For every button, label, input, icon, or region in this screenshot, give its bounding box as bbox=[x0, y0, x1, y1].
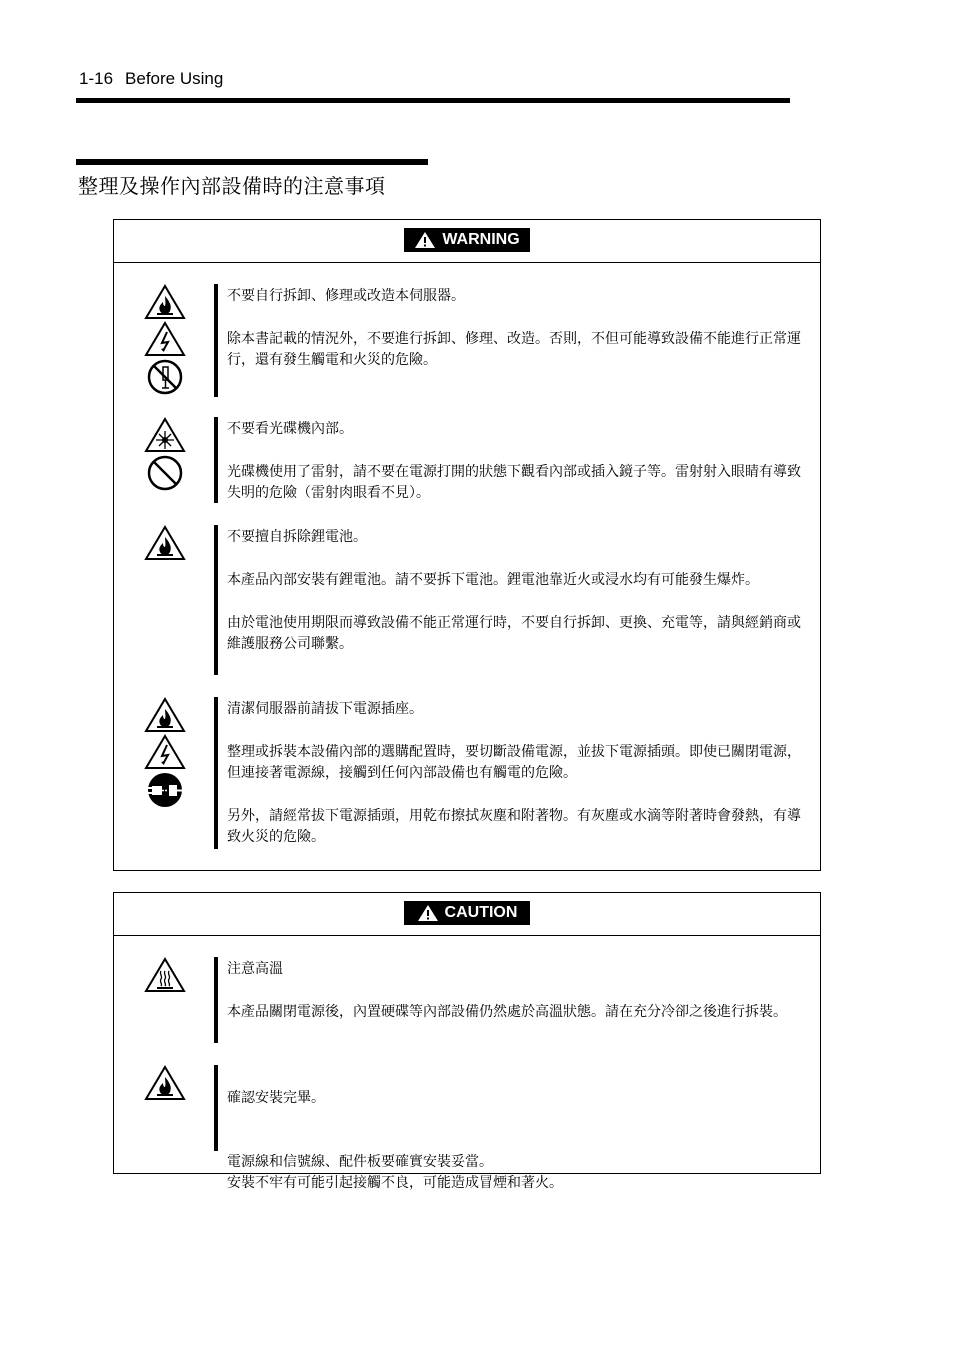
warning-triangle-icon bbox=[414, 231, 436, 249]
hot-surface-icon bbox=[144, 957, 186, 993]
warning-item-4-body-1: 整理或拆裝本設備內部的選購配置時，要切斷設備電源，並拔下電源插頭。即使已關閉電源，但連接著電源線，接觸到任何內部設備也有觸電的危險。 bbox=[227, 744, 801, 781]
chapter-title: Before Using bbox=[125, 69, 224, 88]
warning-label bbox=[404, 228, 530, 252]
warning-item-1-body: 除本書記載的情況外，不要進行拆卸、修理、改造。否則，不但可能導致設備不能進行正常運行，還有發生觸電和火災的危險。 bbox=[227, 331, 801, 368]
warning-item-4-body-2: 另外，請經常拔下電源插頭，用乾布擦拭灰塵和附著物。有灰塵或水滴等附著時會發熱，有導致火災的危險。 bbox=[227, 808, 801, 845]
warning-box bbox=[113, 219, 821, 871]
caution-item-2-body: 電源線和信號線、配件板要確實安裝妥當。 安裝不牢有可能引起接觸不良，可能造成冒煙和著火。 bbox=[227, 1154, 563, 1191]
laser-hazard-icon bbox=[144, 417, 186, 453]
caution-triangle-icon bbox=[417, 904, 439, 922]
prohibited-icon bbox=[144, 454, 186, 492]
caution-label bbox=[404, 901, 530, 925]
unplug-icon bbox=[144, 771, 186, 809]
caution-item-1-heading: 注意高溫 bbox=[227, 961, 283, 977]
caution-item-1-body: 本產品關閉電源後，內置硬碟等內部設備仍然處於高溫狀態。請在充分冷卻之後進行拆裝。 bbox=[227, 1004, 787, 1020]
warning-item-3-body-1: 本產品內部安裝有鋰電池。請不要拆下電池。鋰電池靠近火或浸水均有可能發生爆炸。 bbox=[227, 572, 759, 588]
section-title: 整理及操作內部設備時的注意事項 bbox=[78, 174, 386, 198]
warning-item-3-body-2: 由於電池使用期限而導致設備不能正常運行時，不要自行拆卸、更換、充電等，請與經銷商或維護服務公司聯繫。 bbox=[227, 615, 801, 652]
warning-item-3-heading: 不要擅自拆除鋰電池。 bbox=[227, 529, 367, 545]
electric-shock-icon bbox=[144, 321, 186, 357]
fire-hazard-icon bbox=[144, 697, 186, 733]
fire-hazard-icon bbox=[144, 1065, 186, 1101]
warning-item-4-heading: 清潔伺服器前請拔下電源插座。 bbox=[227, 701, 423, 717]
warning-item-1-heading: 不要自行拆卸、修理或改造本伺服器。 bbox=[227, 288, 465, 304]
caution-header bbox=[114, 893, 820, 936]
no-disassembly-icon bbox=[144, 358, 186, 396]
warning-header bbox=[114, 220, 820, 263]
fire-hazard-icon bbox=[144, 525, 186, 561]
page-header bbox=[79, 69, 223, 89]
electric-shock-icon bbox=[144, 734, 186, 770]
warning-item-2-heading: 不要看光碟機內部。 bbox=[227, 421, 353, 437]
caution-item-2-heading: 確認安裝完畢。 bbox=[227, 1090, 325, 1106]
caution-box bbox=[113, 892, 821, 1191]
page-number: 1-16 bbox=[79, 69, 114, 88]
section-rule bbox=[76, 159, 428, 165]
warning-label-text: WARNING bbox=[442, 231, 520, 248]
fire-hazard-icon bbox=[144, 284, 186, 320]
header-rule bbox=[76, 98, 790, 103]
warning-item-2-body: 光碟機使用了雷射，請不要在電源打開的狀態下觀看內部或插入鏡子等。雷射射入眼睛有導致失明的危險（雷射肉眼看不見）。 bbox=[227, 464, 801, 501]
caution-label-text: CAUTION bbox=[444, 904, 518, 921]
